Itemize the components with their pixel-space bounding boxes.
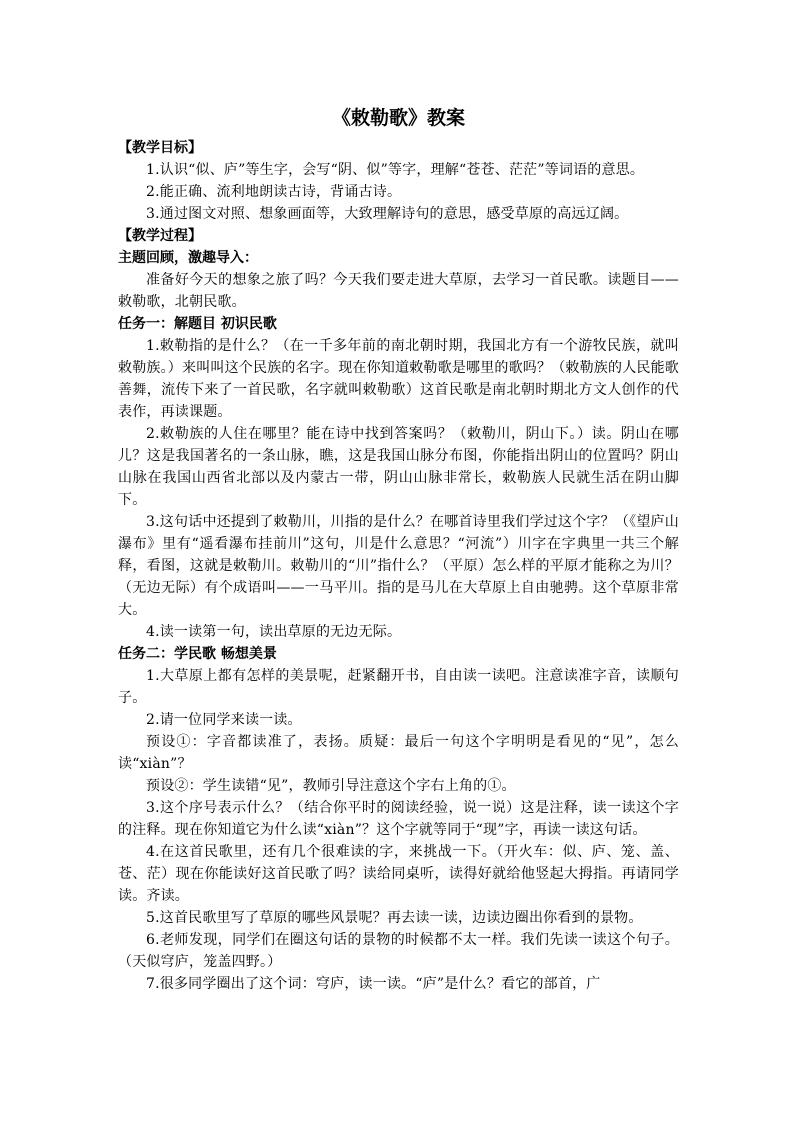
document-title: 《敕勒歌》教案 [331,107,465,129]
intro-heading: 主题回顾，激趣导入： [118,250,258,266]
task2-paragraph-9: 7.很多同学圈出了这个词：穹庐，读一读。“庐”是什么？看它的部首，广 [146,976,601,992]
goal-item-2: 2.能正确、流利地朗读古诗，背诵古诗。 [146,184,402,200]
task2-paragraph-7: 5.这首民歌里写了草原的哪些风景呢？再去读一读，边读边圈出你看到的景物。 [146,910,643,926]
task1-heading: 任务一：解题目 初识民歌 [118,316,277,332]
task2-paragraph-6: 4.在这首民歌里，还有几个很难读的字，来挑战一下。（开火车：似、庐、笼、盖、苍、茫）现在你能读好这首民歌了吗？读给同桌听，读得好就给他竖起大拇指。再请同学读。齐读。 [118,844,679,904]
task2-paragraph-2: 2.请一位同学来读一读。 [146,712,302,728]
intro-paragraph: 准备好今天的想象之旅了吗？今天我们要走进大草原，去学习一首民歌。读题目——敕勒歌，北朝民歌。 [118,272,679,310]
section-heading-process: 【教学过程】 [118,228,202,244]
task2-paragraph-5: 3.这个序号表示什么？（结合你平时的阅读经验，说一说）这是注释，读一读这个字的注释。现在你知道它为什么读“xiàn”？这个字就等同于“现”字，再读一读这句话。 [118,800,679,838]
task1-paragraph-3: 3.这句话中还提到了敕勒川，川指的是什么？在哪首诗里我们学过这个字？（《望庐山瀑布》里有“遥看瀑布挂前川”这句，川是什么意思？“河流”）川字在字典里一共三个解释，看图，这就是敕勒川。敕勒川的“川”指什么？（平原）怎么样的平原才能称之为川？（无边无际）有个成语叫——一马平川。指的是马儿在大草原上自由驰骋。这个草原非常大。 [118,514,679,618]
task2-paragraph-1: 1.大草原上都有怎样的美景呢，赶紧翻开书，自由读一读吧。注意读准字音，读顺句子。 [118,668,679,706]
task1-paragraph-2: 2.敕勒族的人住在哪里？能在诗中找到答案吗？（敕勒川，阴山下。）读。阴山在哪儿？这是我国著名的一条山脉，瞧，这是我国山脉分布图，你能指出阴山的位置吗？阴山山脉在我国山西省北部以及内蒙古一带，阴山山脉非常长，敕勒族人民就生活在阴山脚下。 [118,426,679,508]
task1-paragraph-4: 4.读一读第一句，读出草原的无边无际。 [146,624,402,640]
task2-paragraph-8: 6.老师发现，同学们在圈这句话的景物的时候都不太一样。我们先读一读这个句子。（天似穹庐，笼盖四野。） [118,932,679,970]
document-page [118,0,679,995]
section-heading-goals: 【教学目标】 [118,140,202,156]
goal-item-3: 3.通过图文对照、想象画面等，大致理解诗句的意思，感受草原的高远辽阔。 [146,206,629,222]
task1-paragraph-1: 1.敕勒指的是什么？（在一千多年前的南北朝时期，我国北方有一个游牧民族，就叫敕勒族。）来叫叫这个民族的名字。现在你知道敕勒歌是哪里的歌吗？（敕勒族的人民能歌善舞，流传下来了一首民歌，名字就叫敕勒歌）这首民歌是南北朝时期北方文人创作的代表作，再读课题。 [118,338,679,420]
task2-paragraph-3: 预设①：字音都读准了，表扬。质疑：最后一句这个字明明是看见的“见”，怎么读“xiàn”？ [118,734,679,772]
task2-heading: 任务二：学民歌 畅想美景 [118,646,277,662]
goal-item-1: 1.认识“似、庐”等生字，会写“阴、似”等字，理解“苍苍、茫茫”等词语的意思。 [146,162,645,178]
task2-paragraph-4: 预设②：学生读错“见”，教师引导注意这个字右上角的①。 [146,778,516,794]
